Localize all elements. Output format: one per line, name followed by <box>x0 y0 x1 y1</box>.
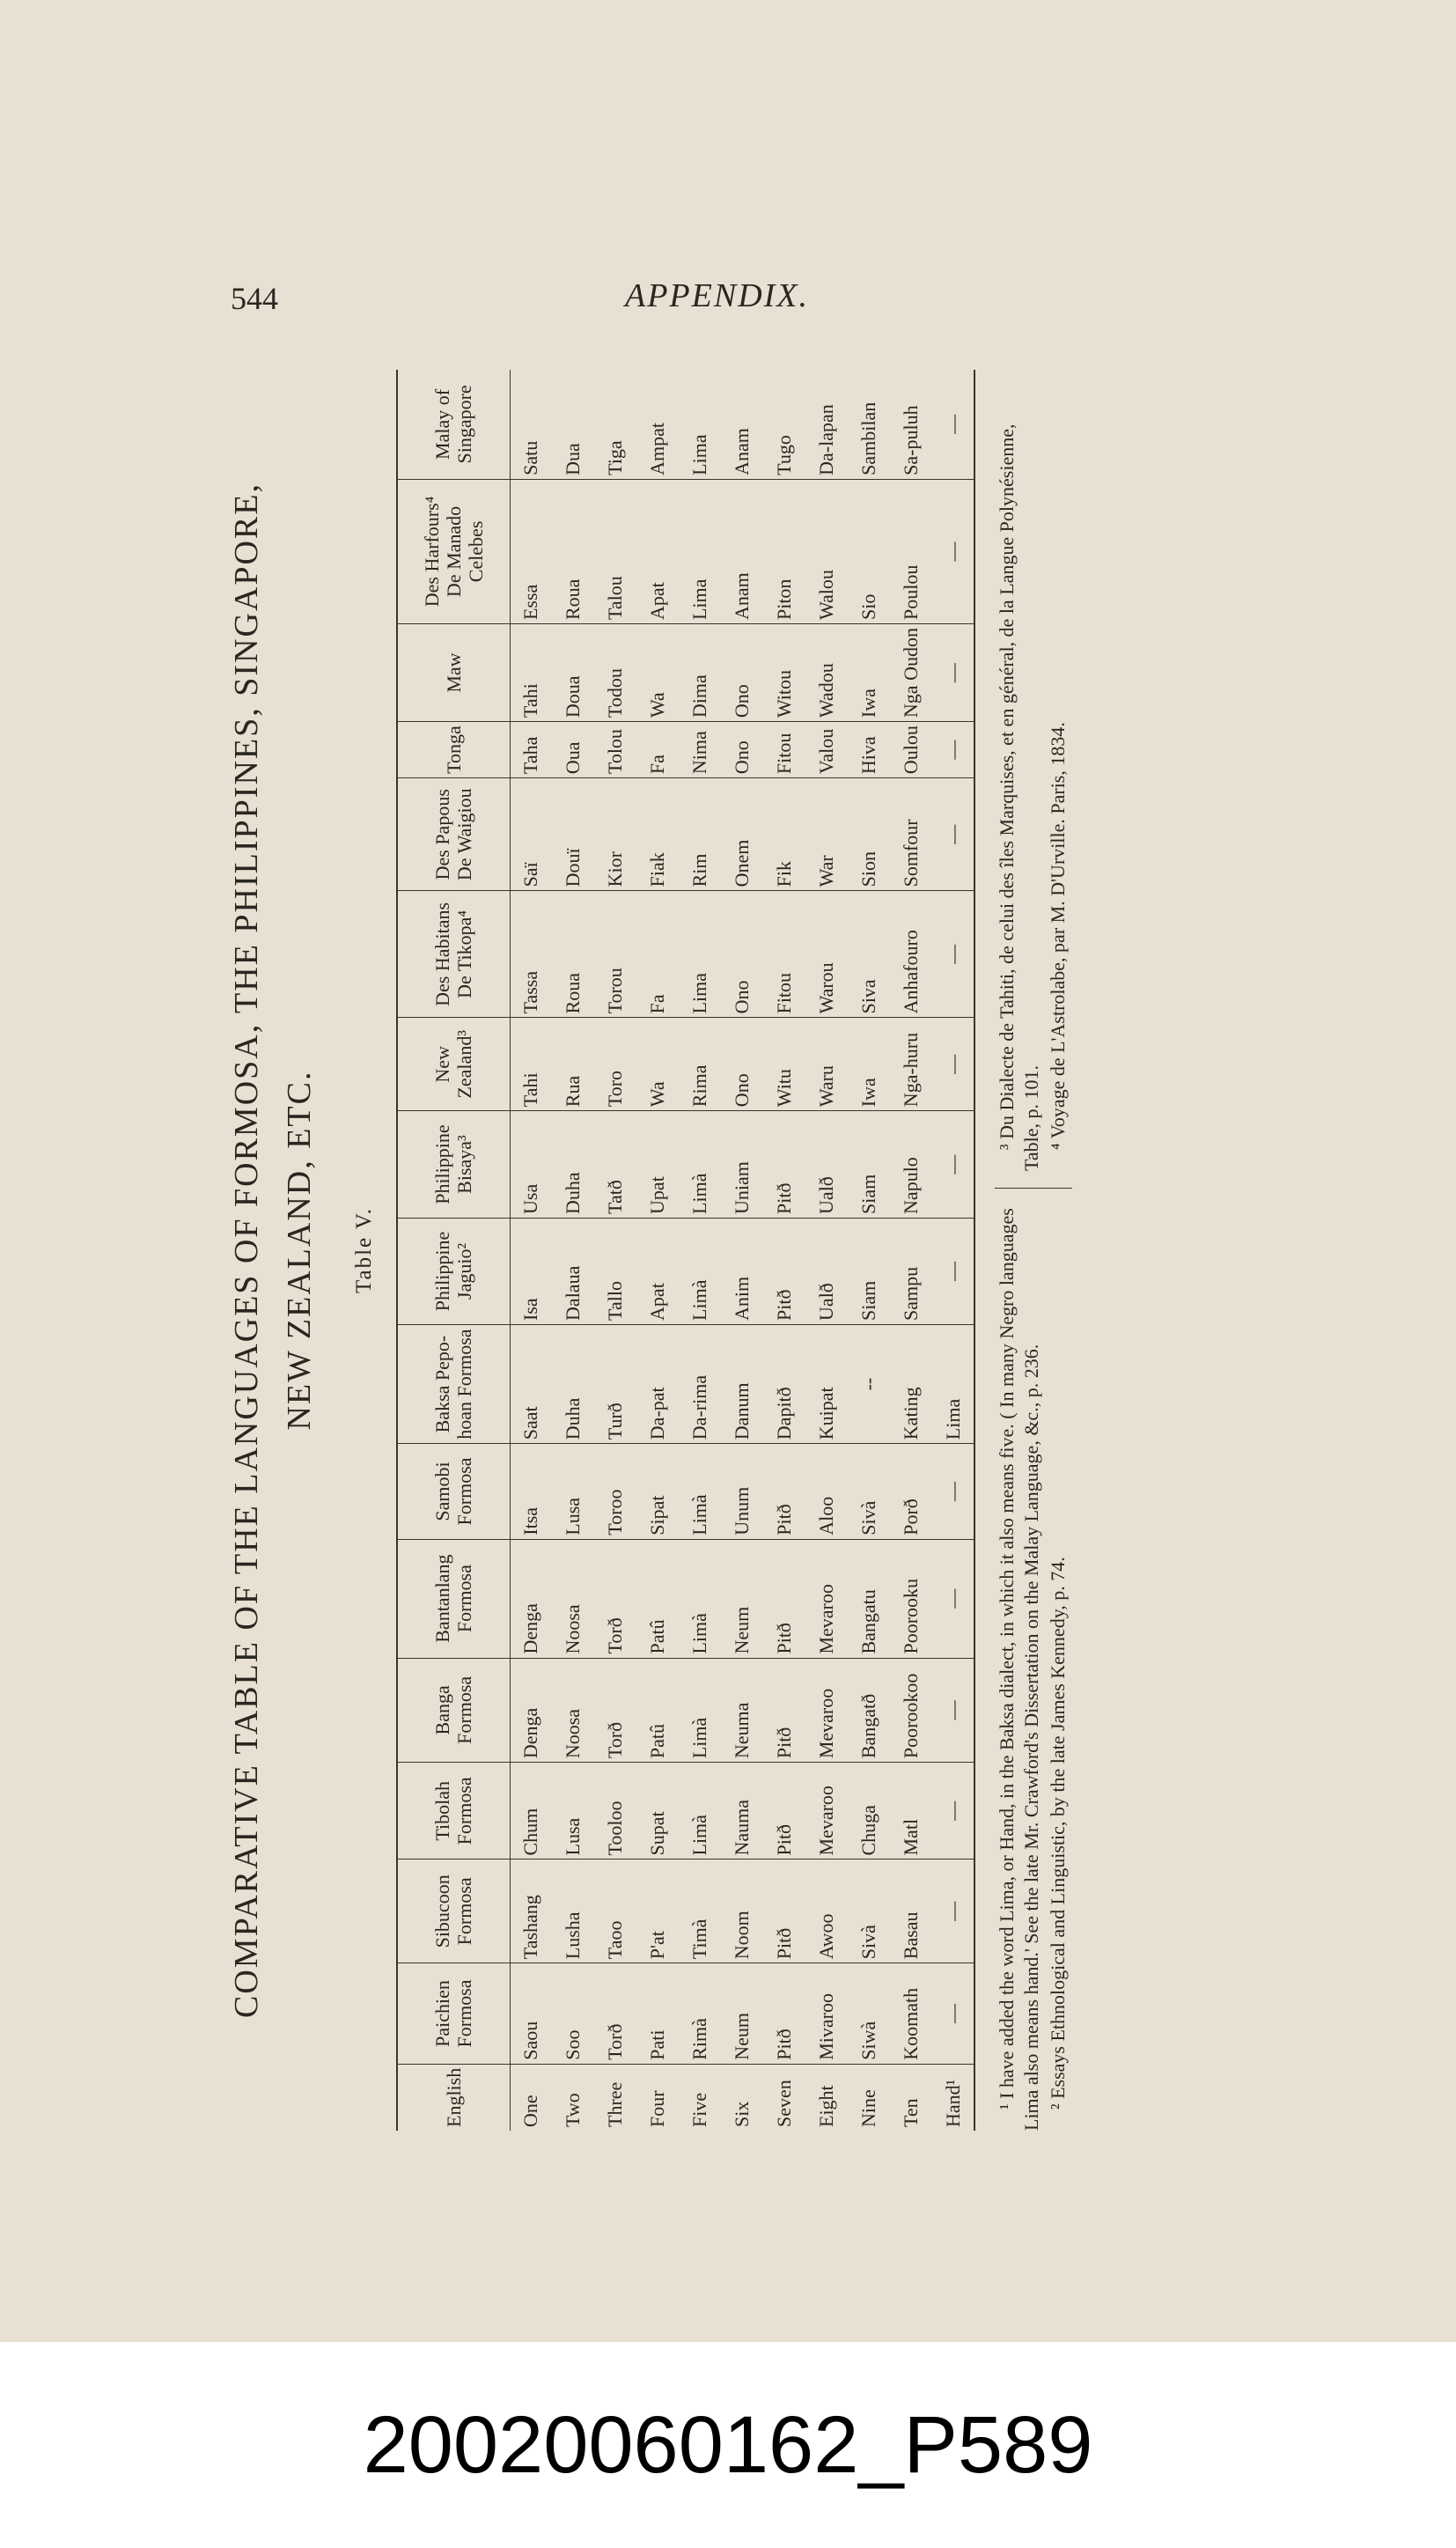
table-cell: Pitð <box>763 1963 805 2065</box>
table-cell: Rimà <box>679 1963 721 2065</box>
table-cell: P'at <box>636 1859 679 1963</box>
table-cell: Bangatu <box>848 1539 890 1658</box>
table-cell: Nga-huru <box>890 1018 932 1111</box>
table-cell: Fitou <box>763 722 805 778</box>
table-cell: Fitou <box>763 891 805 1018</box>
table-cell: — <box>932 1763 974 1859</box>
table-cell: Napulo <box>890 1111 932 1219</box>
table-cell: Pati <box>636 1963 679 2065</box>
column-header: Bantanlang Formosa <box>397 1539 510 1658</box>
table-row <box>510 370 552 2131</box>
column-header: Sibucoon Formosa <box>397 1859 510 1963</box>
row-label: Two <box>562 2093 584 2127</box>
table-row <box>552 370 594 2131</box>
table-cell: Oulou <box>890 722 932 778</box>
table-row <box>594 370 636 2131</box>
table-cell: Chuga <box>848 1763 890 1859</box>
table-row <box>721 370 763 2131</box>
table-row <box>679 370 721 2131</box>
table-cell: Mivaroo <box>805 1963 848 2065</box>
table-cell: Patû <box>636 1539 679 1658</box>
table-cell: Ampat <box>636 370 679 479</box>
table-cell: — <box>932 1539 974 1658</box>
column-header: Maw <box>397 624 510 722</box>
table-cell: Limà <box>679 1111 721 1219</box>
column-header: English <box>397 2064 510 2131</box>
table-cell: Pitð <box>763 1444 805 1540</box>
row-label: Four <box>646 2090 668 2127</box>
table-cell: Fik <box>763 778 805 891</box>
footnote-2: ² Essays Ethnological and Linguistic, by the late James Kennedy, p. 74. <box>1047 1557 1069 2110</box>
table-cell: Timà <box>679 1859 721 1963</box>
footnote-1: ¹ I have added the word Lima, or Hand, in the Baksa dialect, in which it also means five. ( In many Negro languages Lima also means hand.' See the late Mr. Crawford's Dissertation on the Malay Language, &c., p. 236. <box>996 1208 1042 2131</box>
table-cell: Pitð <box>763 1658 805 1763</box>
table-cell: Awoo <box>805 1859 848 1963</box>
row-label: Six <box>731 2101 753 2127</box>
table-cell: Dapitð <box>763 1324 805 1443</box>
table-cell: Tallo <box>594 1218 636 1324</box>
footnotes-right-column <box>995 379 1072 1171</box>
table-row <box>848 370 890 2131</box>
table-cell: Mevaroo <box>805 1763 848 1859</box>
table-cell: Da-rima <box>679 1324 721 1443</box>
table-cell: Douï <box>552 778 594 891</box>
table-cell: Wadou <box>805 624 848 722</box>
table-cell: Ono <box>721 624 763 722</box>
table-cell: Sion <box>848 778 890 891</box>
table-cell: Saou <box>510 1963 552 2065</box>
column-header: Malay of Singapore <box>397 370 510 479</box>
table-cell: Valou <box>805 722 848 778</box>
table-cell: Sio <box>848 479 890 623</box>
table-cell: Limà <box>679 1539 721 1658</box>
table-cell: Torou <box>594 891 636 1018</box>
table-cell: Bangatð <box>848 1658 890 1763</box>
table-cell: Ualð <box>805 1218 848 1324</box>
table-cell: Walou <box>805 479 848 623</box>
table-cell: Warou <box>805 891 848 1018</box>
table-cell: — <box>932 1218 974 1324</box>
row-label: Hand¹ <box>932 2064 974 2131</box>
table-cell: Pitð <box>763 1218 805 1324</box>
table-cell: Apat <box>636 479 679 623</box>
table-cell: Neum <box>721 1539 763 1658</box>
table-cell: Supat <box>636 1763 679 1859</box>
table-body <box>510 370 974 2131</box>
table-cell: Siva <box>848 891 890 1018</box>
comparative-language-table <box>396 370 975 2131</box>
table-cell: — <box>932 624 974 722</box>
table-cell: Toro <box>594 1018 636 1111</box>
table-cell: Patû <box>636 1658 679 1763</box>
table-cell: Witou <box>763 624 805 722</box>
table-cell: Apat <box>636 1218 679 1324</box>
table-cell: Tassa <box>510 891 552 1018</box>
table-cell: Unum <box>721 1444 763 1540</box>
table-cell: Pitð <box>763 1763 805 1859</box>
table-cell: Tiga <box>594 370 636 479</box>
table-cell: Waru <box>805 1018 848 1111</box>
table-cell: — <box>932 1018 974 1111</box>
table-cell: Limà <box>679 1218 721 1324</box>
table-cell: Kuipat <box>805 1324 848 1443</box>
row-label: Seven <box>773 2080 795 2127</box>
table-cell: Saat <box>510 1324 552 1443</box>
table-cell: Iwa <box>848 1018 890 1111</box>
table-cell: Talou <box>594 479 636 623</box>
table-cell: Dima <box>679 624 721 722</box>
table-cell: Limà <box>679 1658 721 1763</box>
table-cell: Duha <box>552 1324 594 1443</box>
table-cell: — <box>932 1963 974 2065</box>
table-cell: Chum <box>510 1763 552 1859</box>
table-cell: Witu <box>763 1018 805 1111</box>
table-cell: War <box>805 778 848 891</box>
table-cell: Denga <box>510 1658 552 1763</box>
table-cell: Noosa <box>552 1658 594 1763</box>
table-cell: Uniam <box>721 1111 763 1219</box>
table-cell: Rua <box>552 1018 594 1111</box>
table-cell: Pitð <box>763 1111 805 1219</box>
table-cell: Itsa <box>510 1444 552 1540</box>
table-cell: Anam <box>721 370 763 479</box>
table-cell: Nima <box>679 722 721 778</box>
table-row <box>763 370 805 2131</box>
column-header: New Zealand³ <box>397 1018 510 1111</box>
table-cell: Nga Oudon <box>890 624 932 722</box>
table-cell: Sambilan <box>848 370 890 479</box>
table-cell: — <box>932 1658 974 1763</box>
table-cell: Tooloo <box>594 1763 636 1859</box>
table-cell: Taoo <box>594 1859 636 1963</box>
row-label: Five <box>688 2092 710 2127</box>
table-cell: Fa <box>636 722 679 778</box>
table-cell: Anhafouro <box>890 891 932 1018</box>
table-cell: Roua <box>552 891 594 1018</box>
table-cell: Mevaroo <box>805 1539 848 1658</box>
table-cell: Lima <box>932 1324 974 1443</box>
column-header: Banga Formosa <box>397 1658 510 1763</box>
title-line-2: NEW ZEALAND, ETC. <box>281 1070 318 1431</box>
table-cell: Ualð <box>805 1111 848 1219</box>
table-cell: Noom <box>721 1859 763 1963</box>
table-cell: Lima <box>679 479 721 623</box>
table-cell: Nauma <box>721 1763 763 1859</box>
table-cell: Matl <box>890 1763 932 1859</box>
table-cell: Tolou <box>594 722 636 778</box>
table-cell: Siwà <box>848 1963 890 2065</box>
table-cell: Doua <box>552 624 594 722</box>
table-row <box>805 370 848 2131</box>
table-cell: Wa <box>636 624 679 722</box>
table-cell: Limà <box>679 1763 721 1859</box>
table-cell: Fa <box>636 891 679 1018</box>
page-number: 544 <box>231 281 278 316</box>
column-header: Samobi Formosa <box>397 1444 510 1540</box>
table-cell: Siam <box>848 1111 890 1219</box>
table-row <box>932 370 974 2131</box>
table-cell: Mevaroo <box>805 1658 848 1763</box>
table-cell: Basau <box>890 1859 932 1963</box>
table-cell: Danum <box>721 1324 763 1443</box>
column-header: Baksa Pepo-hoan Formosa <box>397 1324 510 1443</box>
row-label: One <box>519 2095 542 2127</box>
running-head: APPENDIX. <box>625 277 810 314</box>
table-cell: Sivà <box>848 1444 890 1540</box>
table-cell: Hiva <box>848 722 890 778</box>
table-cell: Poorooku <box>890 1539 932 1658</box>
table-cell: Soo <box>552 1963 594 2065</box>
row-label: Three <box>604 2081 626 2127</box>
table-cell: Satu <box>510 370 552 479</box>
column-header: Tibolah Formosa <box>397 1763 510 1859</box>
footnotes-left-column <box>995 1188 1072 2131</box>
table-cell: Upat <box>636 1111 679 1219</box>
table-cell: — <box>932 479 974 623</box>
table-cell: Limà <box>679 1444 721 1540</box>
table-header-row <box>397 370 510 2131</box>
column-header: Philippine Bisaya³ <box>397 1111 510 1219</box>
table-cell: Torð <box>594 1658 636 1763</box>
table-cell: — <box>932 778 974 891</box>
table-row <box>636 370 679 2131</box>
table-cell: Siam <box>848 1218 890 1324</box>
table-cell: Pitð <box>763 1859 805 1963</box>
table-cell: Tugo <box>763 370 805 479</box>
table-title <box>220 352 326 2148</box>
table-cell: Rim <box>679 778 721 891</box>
row-label: Ten <box>900 2098 922 2127</box>
table-cell: Duha <box>552 1111 594 1219</box>
table-cell: Poulou <box>890 479 932 623</box>
table-cell: — <box>932 1444 974 1540</box>
table-cell: — <box>932 722 974 778</box>
table-cell: Neuma <box>721 1658 763 1763</box>
table-cell: — <box>932 1859 974 1963</box>
table-cell: Sampu <box>890 1218 932 1324</box>
column-header: Des Papous De Waigiou <box>397 778 510 891</box>
table-label: Table V. <box>352 1206 376 1294</box>
row-label: Nine <box>857 2089 879 2127</box>
table-cell: Turð <box>594 1324 636 1443</box>
table-cell: Sa-puluh <box>890 370 932 479</box>
table-cell: Tahi <box>510 624 552 722</box>
table-cell: Lusha <box>552 1859 594 1963</box>
column-header: Tonga <box>397 722 510 778</box>
table-cell: Torð <box>594 1963 636 2065</box>
table-cell: Lusa <box>552 1763 594 1859</box>
image-caption: 20020060162_P589 <box>363 2399 1093 2490</box>
table-cell: — <box>932 1111 974 1219</box>
table-cell: Pitð <box>763 1539 805 1658</box>
table-cell: Da-lapan <box>805 370 848 479</box>
table-cell: Rima <box>679 1018 721 1111</box>
table-cell: Torð <box>594 1539 636 1658</box>
table-cell: Onem <box>721 778 763 891</box>
table-cell: Anim <box>721 1218 763 1324</box>
table-cell: Tahi <box>510 1018 552 1111</box>
table-cell: Denga <box>510 1539 552 1658</box>
table-cell: Neum <box>721 1963 763 2065</box>
title-line-1: COMPARATIVE TABLE OF THE LANGUAGES OF FORMOSA, THE PHILIPPINES, SINGAPORE, <box>228 482 265 2018</box>
table-cell: Saï <box>510 778 552 891</box>
table-cell: Tatð <box>594 1111 636 1219</box>
table-cell: Oua <box>552 722 594 778</box>
table-cell: Poorookoo <box>890 1658 932 1763</box>
column-header: Des Harfours⁴ De Manado Celebes <box>397 479 510 623</box>
table-cell: Lima <box>679 891 721 1018</box>
table-cell: Isa <box>510 1218 552 1324</box>
table-cell: Piton <box>763 479 805 623</box>
table-cell: Todou <box>594 624 636 722</box>
table-cell: -- <box>848 1324 890 1443</box>
table-cell: Lima <box>679 370 721 479</box>
table-cell: Noosa <box>552 1539 594 1658</box>
table-cell: Aloo <box>805 1444 848 1540</box>
table-cell: Ono <box>721 1018 763 1111</box>
table-cell: Sivà <box>848 1859 890 1963</box>
table-cell: Kior <box>594 778 636 891</box>
table-cell: Roua <box>552 479 594 623</box>
footnote-4: ⁴ Voyage de L'Astrolabe, par M. D'Urville. Paris, 1834. <box>1047 722 1069 1150</box>
table-cell: Anam <box>721 479 763 623</box>
table-cell: Ono <box>721 722 763 778</box>
table-cell: Wa <box>636 1018 679 1111</box>
table-cell: Dua <box>552 370 594 479</box>
table-cell: Kating <box>890 1324 932 1443</box>
table-cell: Lusa <box>552 1444 594 1540</box>
table-cell: Iwa <box>848 624 890 722</box>
table-cell: Dalaua <box>552 1218 594 1324</box>
table-cell: Da-pat <box>636 1324 679 1443</box>
table-cell: Koomath <box>890 1963 932 2065</box>
table-cell: Fiak <box>636 778 679 891</box>
table-cell: Ono <box>721 891 763 1018</box>
column-header: Paichien Formosa <box>397 1963 510 2065</box>
footnote-3: ³ Du Dialecte de Tahiti, de celui des îles Marquises, et en général, de la Langue Polynésienne, Table, p. 101. <box>996 423 1042 1171</box>
table-cell: Tashang <box>510 1859 552 1963</box>
table-cell: — <box>932 370 974 479</box>
column-header: Philippine Jaguio² <box>397 1218 510 1324</box>
table-cell: Usa <box>510 1111 552 1219</box>
table-cell: Essa <box>510 479 552 623</box>
table-cell: Porð <box>890 1444 932 1540</box>
table-cell: Toroo <box>594 1444 636 1540</box>
column-header: Des Habitans De Tikopa⁴ <box>397 891 510 1018</box>
rotated-table-sheet <box>220 352 1232 2148</box>
row-label: Eight <box>815 2085 837 2127</box>
table-row <box>890 370 932 2131</box>
table-cell: Somfour <box>890 778 932 891</box>
table-cell: — <box>932 891 974 1018</box>
table-cell: Sipat <box>636 1444 679 1540</box>
table-cell: Taha <box>510 722 552 778</box>
